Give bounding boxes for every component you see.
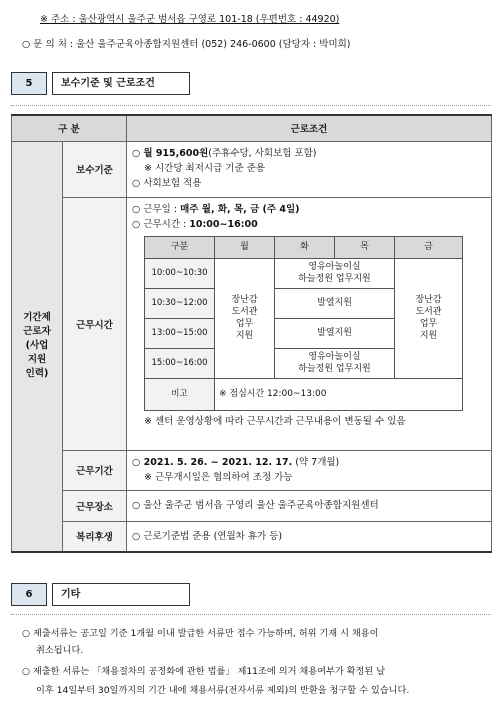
section-6-title: 기타	[52, 583, 190, 606]
welfare-value: ○ 근로기준법 준용 (연월차 휴가 등)	[127, 521, 492, 552]
period-conditions: ○ 2021. 5. 26. ~ 2021. 12. 17. (약 7개월) ※ 근무개시일은 협의하여 조정 가능	[127, 450, 492, 490]
period-label: 근무기간	[63, 450, 127, 490]
etc-item-1-cont: 취소됩니다.	[36, 645, 84, 656]
etc-item-2-cont: 이후 14일부터 30일까지의 기간 내에 채용서류(전자서류 제외)의 반환을 청구할 수 있습니다.	[36, 685, 410, 696]
pay-label: 보수기준	[63, 141, 127, 197]
schedule-time: 10:30~12:00	[145, 288, 215, 318]
hours-label: 근무시간	[63, 197, 127, 450]
schedule-note-value: ※ 점심시간 12:00~13:00	[215, 378, 463, 410]
place-label: 근무장소	[63, 490, 127, 521]
schedule-tue-thu-duty: 영유아놀이실 하늘정원 업무지원	[275, 258, 395, 288]
section-5-number: 5	[11, 72, 47, 95]
schedule-header: 화	[275, 236, 335, 258]
hours-conditions: ○ 근무일 : 매주 월, 화, 목, 금 (주 4일) ○ 근무시간 : 10:00~16:00 구분 월 화 목 금 10:00~10:30 장난감 도서관 업무 지원 영유아놀이실 하늘정원 업무지원 장난감 도서관 업무 지원 10:30~12:00 발열지원 13:00~15:00 발열지원 15:00~16:00 영유아놀이실 하늘정원 업무지원 비고 ※ 점심시간 12:00~13:00 ※ 센터 운영상황에 따라 근무시간과 근무내용이 변동될 수 있음	[127, 197, 492, 450]
schedule-time: 10:00~10:30	[145, 258, 215, 288]
category-cell: 기간제 근로자 (사업 지원 인력)	[12, 141, 63, 552]
section-6-number: 6	[11, 583, 47, 606]
schedule-tue-thu-duty: 발열지원	[275, 288, 395, 318]
schedule-fri-duty: 장난감 도서관 업무 지원	[395, 258, 463, 378]
schedule-mon-duty: 장난감 도서관 업무 지원	[215, 258, 275, 378]
table-header-category: 구 분	[12, 115, 127, 141]
hours-footnote: ※ 센터 운영상황에 따라 근무시간과 근무내용이 변동될 수 있음	[144, 415, 406, 427]
schedule-tue-thu-duty: 발열지원	[275, 318, 395, 348]
schedule-time: 13:00~15:00	[145, 318, 215, 348]
section-5-divider	[11, 105, 491, 106]
table-header-conditions: 근로조건	[127, 115, 492, 141]
section-5-title: 보수기준 및 근로조건	[52, 72, 190, 95]
place-value: ○ 울산 울주군 범서읍 구영리 울산 울주군육아종합지원센터	[127, 490, 492, 521]
address-line: ※ 주소 : 울산광역시 울주군 범서읍 구영로 101-18 (우편번호 : 44920)	[40, 14, 340, 25]
schedule-header: 목	[335, 236, 395, 258]
inquiry-line: ○ 문 의 처 : 울산 울주군육아종합지원센터 (052) 246-0600 (담당자 : 박미희)	[22, 39, 351, 50]
working-conditions-table	[11, 114, 492, 553]
pay-conditions: ○ 월 915,600원(주휴수당, 사회보험 포함) ※ 시간당 최저시급 기준 준용 ○ 사회보험 적용	[127, 141, 492, 197]
etc-item-2: ○ 제출한 서류는 「채용절차의 공정화에 관한 법률」 제11조에 의거 채용여부가 확정된 날	[22, 666, 386, 677]
etc-item-1: ○ 제출서류는 공고일 기준 1개월 이내 발급한 서류만 접수 가능하며, 허위 기재 시 채용이	[22, 628, 379, 639]
welfare-label: 복리후생	[63, 521, 127, 552]
schedule-time: 15:00~16:00	[145, 348, 215, 378]
schedule-tue-thu-duty: 영유아놀이실 하늘정원 업무지원	[275, 348, 395, 378]
schedule-header: 구분	[145, 236, 215, 258]
schedule-note-label: 비고	[145, 378, 215, 410]
schedule-header: 월	[215, 236, 275, 258]
schedule-table	[144, 236, 463, 411]
section-6-divider	[11, 614, 491, 615]
schedule-header: 금	[395, 236, 463, 258]
